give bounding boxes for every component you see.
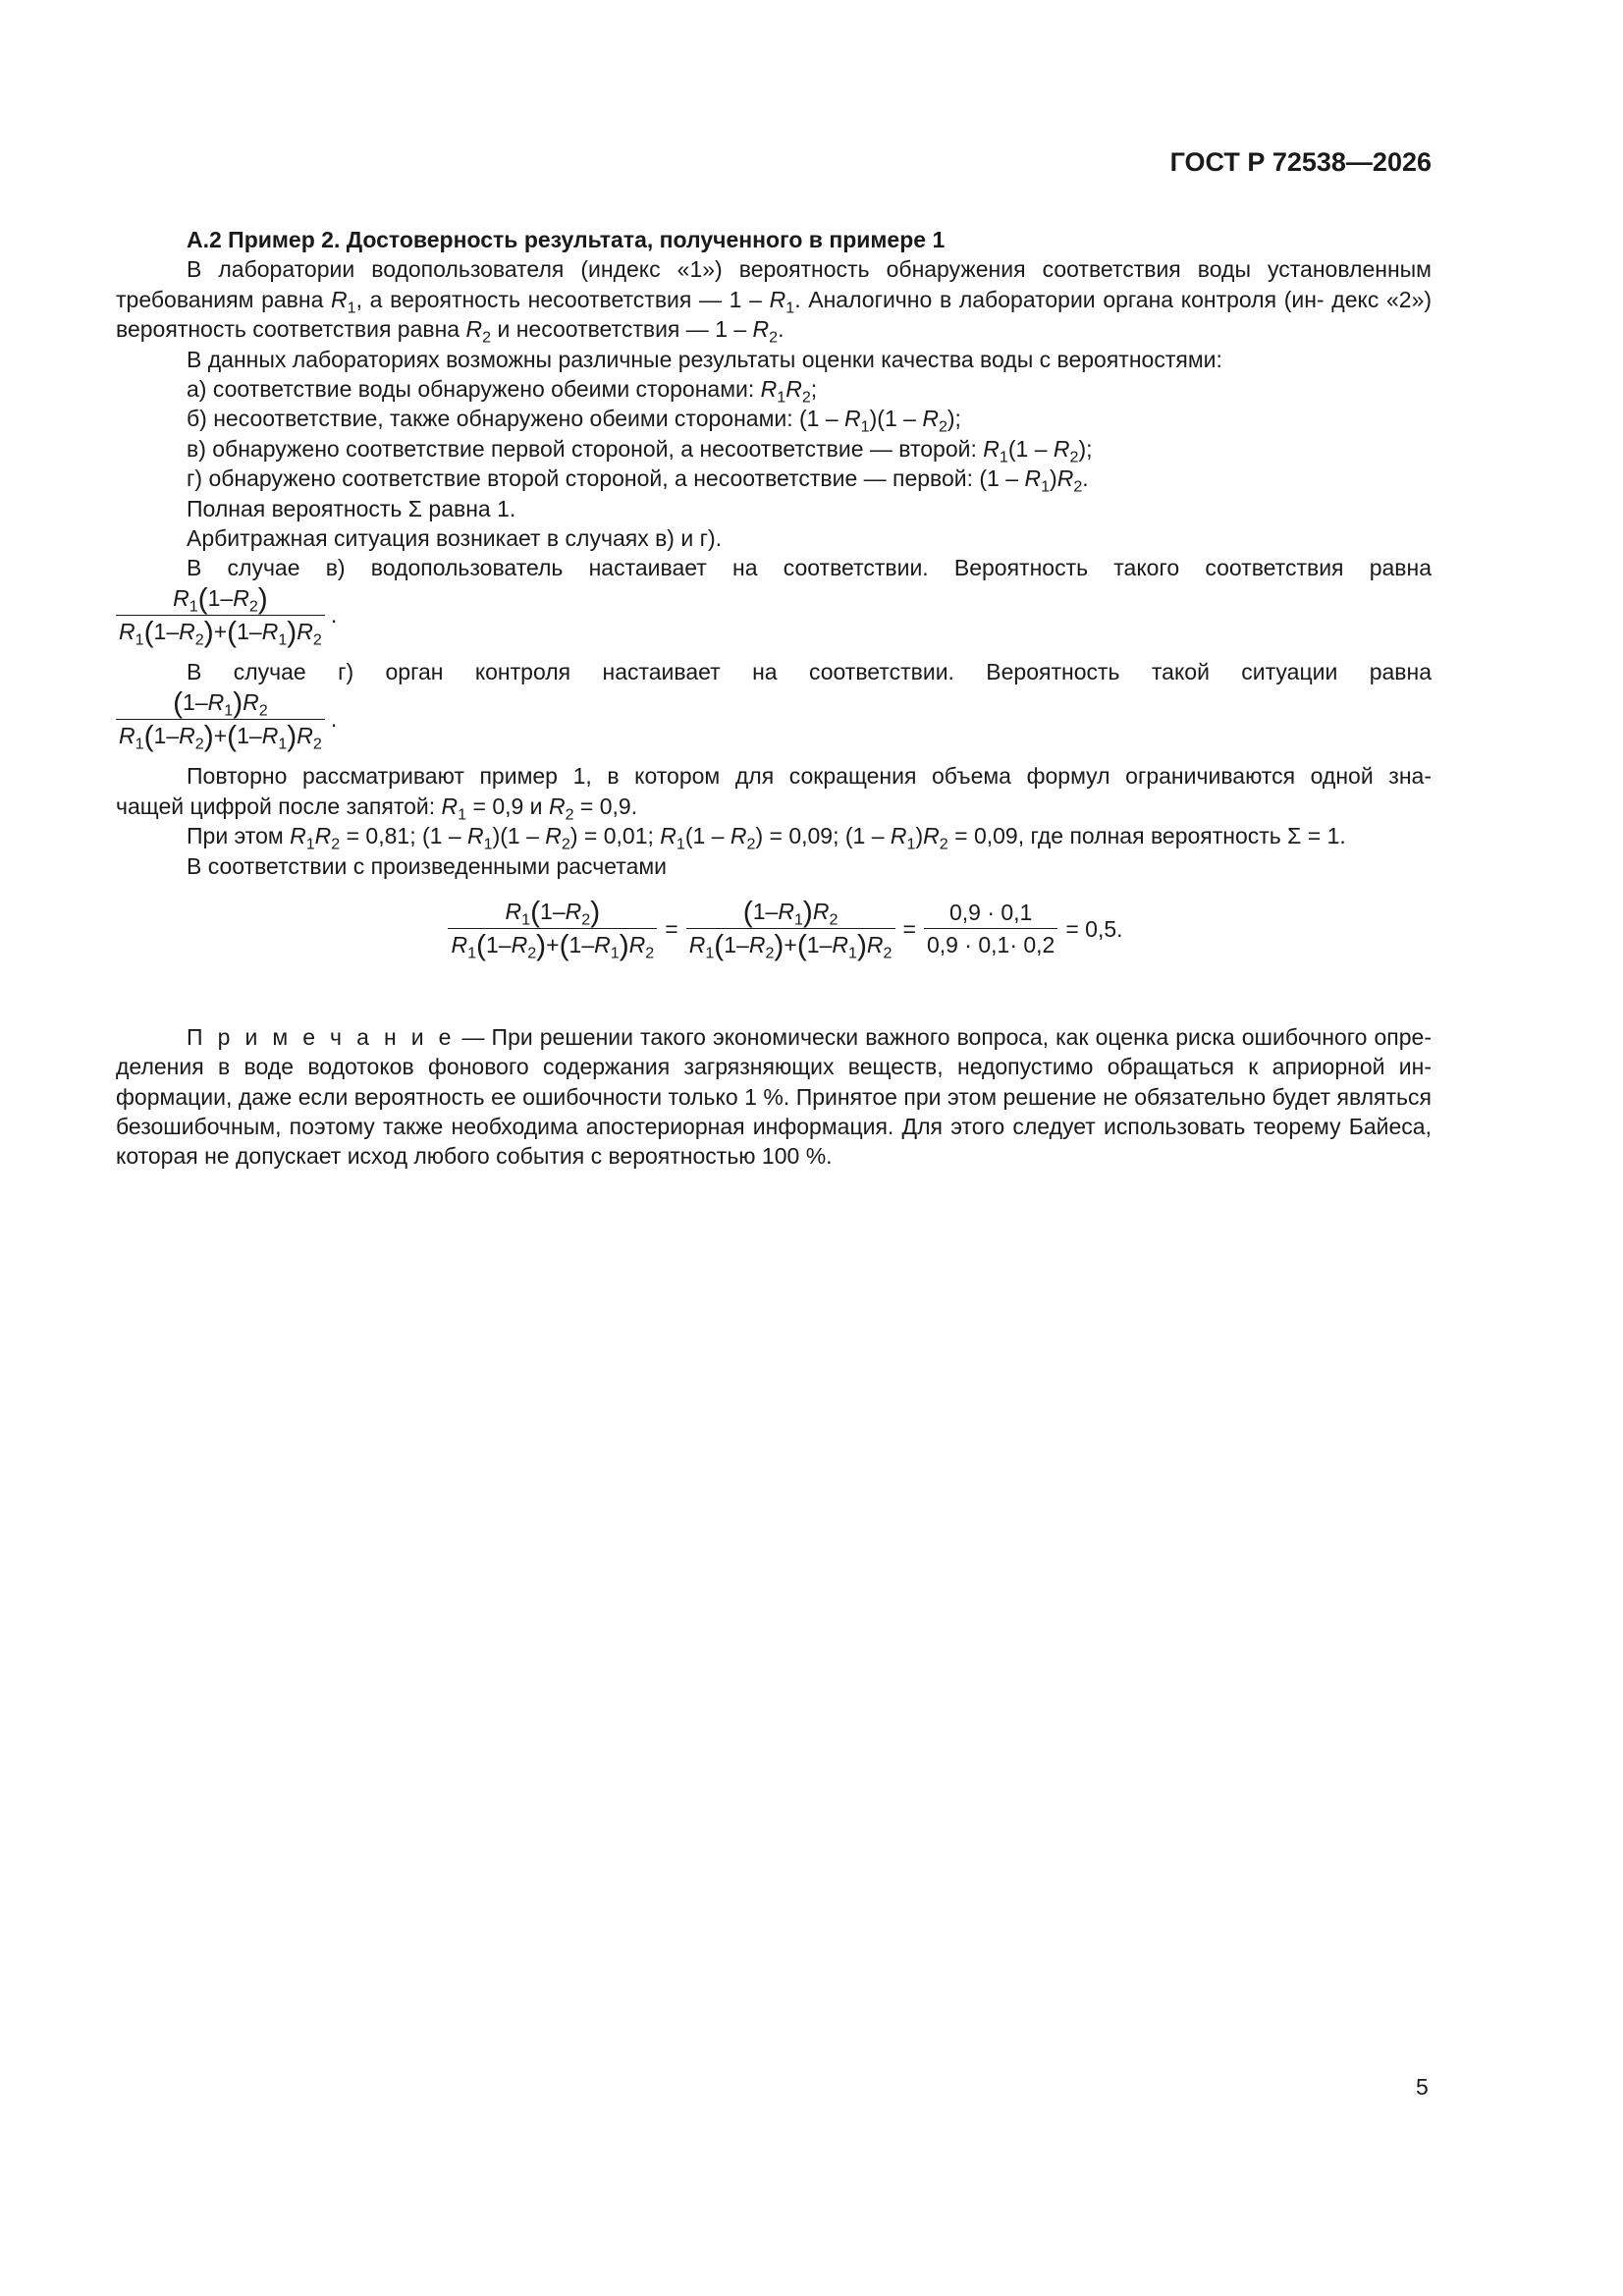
text: (1 – <box>1007 435 1054 462</box>
symbol-r: R <box>752 316 770 343</box>
text: = 0,9 и <box>466 793 549 819</box>
text: а) соответствие воды обнаружено обеими сторонами: <box>187 376 761 403</box>
paragraph-values: При этом $R_1R_2 = 0,81$; $(1 - R_1)(1 - R_2) = 0,01$; $R_1(1 - R_2) = 0,09$; $(1 - R_1)R_2 = 0,09$, где полная вероятность Σ = 1. <box>187 823 1346 853</box>
subscript: 2 <box>1069 448 1079 466</box>
paragraph-case-g: В случае г) орган контроля настаивает на соответствии. Вероятность такой ситуации равна <box>187 659 1432 685</box>
text: г) обнаружено соответствие второй стороной, а несоответствие — первой: (1 – <box>187 465 1025 492</box>
paragraph-case-v: В случае в) водопользователь настаивает на соответствии. Вероятность такого соответствия равна <box>187 555 1432 581</box>
text: В лаборатории водопользователя (индекс «1») вероятность обнаружения соответствия воды установленным требованиям равна <box>116 256 1432 312</box>
note <box>116 1022 1432 1172</box>
note-text: — При решении такого экономически важного вопроса, как оценка риска ошибочного опре-деления в воде водотоков фонового содержания загрязняющих веществ, недопустимо обращаться к априорной ин-формации, даже если вероятность ее ошибочности только 1 %. Принятое при этом решение не обязательно будет являться безошибочным, поэтому также необходима апостериорная информация. Для этого следует использовать теорему Байеса, которая не допускает исход любого события с вероятностью 100 %. <box>116 1023 1432 1170</box>
list-item-a <box>116 374 1432 407</box>
paragraph-repeat-line1: Повторно рассматривают пример 1, в котором для сокращения объема формул ограничиваются одной зна- <box>187 763 1432 790</box>
formula-case-v <box>116 583 1432 648</box>
subscript: 2 <box>938 418 947 437</box>
symbol-r: R <box>1053 435 1070 462</box>
list-item-b <box>116 404 1432 437</box>
paragraph-total-probability: Полная вероятность Σ равна 1. <box>187 495 516 521</box>
symbol-r: R <box>769 286 786 312</box>
list-item-d <box>116 464 1432 496</box>
subscript: 1 <box>785 299 795 317</box>
formula-case-g <box>116 687 1432 752</box>
page-number: 5 <box>1416 2074 1429 2100</box>
period: . <box>330 602 338 629</box>
text: ) <box>1050 465 1057 492</box>
section-title: А.2 Пример 2. Достоверность результата, полученного в примере 1 <box>187 227 946 252</box>
symbol-r: R <box>465 316 483 343</box>
fraction-numerator: $R_1(1-R_2)$ <box>173 582 268 616</box>
fraction-denominator: 0,9 · 0,1· 0,2 <box>924 928 1057 959</box>
paragraph-arbitration: Арбитражная ситуация возникает в случаях в) и г). <box>187 525 723 552</box>
fraction-3 <box>924 898 1057 960</box>
period: . <box>330 706 338 733</box>
paragraph-probabilities <box>116 254 1433 347</box>
subscript: 1 <box>347 299 356 317</box>
paragraph-calculations: В соответствии с произведенными расчетами <box>187 852 668 879</box>
symbol-r: R <box>1024 465 1042 492</box>
equals-sign: = <box>902 915 916 942</box>
symbol-r: R <box>548 793 566 819</box>
text: чащей цифрой после запятой: <box>116 793 442 819</box>
symbol-r: R <box>922 406 939 432</box>
fraction-denominator: $R_1(1-R_2)+(1-R_1)R_2$ <box>116 615 325 647</box>
paragraph-repeat-line2 <box>116 792 1432 824</box>
text: ; <box>810 376 818 403</box>
equals-sign: = <box>665 915 678 942</box>
text: декс «2») вероятность соответствия равна <box>116 286 1433 343</box>
paragraph-results: В данных лабораториях возможны различные результаты оценки качества воды с вероятностями: <box>187 346 1222 372</box>
list-item-c <box>116 434 1432 464</box>
subscript: 2 <box>801 388 811 407</box>
subscript: 1 <box>860 418 870 437</box>
text: и несоответствия — 1 – <box>491 316 753 343</box>
fraction <box>116 583 325 648</box>
text: в) обнаружено соответствие первой стороной, а несоответствие — второй: <box>187 435 984 462</box>
document-body <box>116 225 1432 1172</box>
text: . Аналогично в лаборатории органа контроля (ин- <box>794 286 1325 312</box>
subscript: 1 <box>999 448 1008 466</box>
symbol-r: R <box>983 435 1000 462</box>
subscript: 1 <box>777 388 786 407</box>
subscript: 2 <box>1073 477 1083 496</box>
fraction-denominator: $R_1(1-R_2)+(1-R_1)R_2$ <box>448 928 657 960</box>
symbol-r: R <box>760 376 778 403</box>
symbol-r: R <box>1056 465 1074 492</box>
text: ); <box>947 406 961 432</box>
fraction-numerator: $(1-R_1)R_2$ <box>742 896 839 929</box>
result: = 0,5. <box>1065 915 1123 942</box>
subscript: 2 <box>565 805 574 824</box>
fraction-denominator: $R_1(1-R_2)+(1-R_1)R_2$ <box>116 719 325 751</box>
text: = 0,9. <box>573 793 638 819</box>
symbol-r: R <box>441 793 459 819</box>
text: ); <box>1078 435 1093 462</box>
symbol-r: R <box>331 286 348 312</box>
formula-final <box>139 881 1432 977</box>
note-label: П р и м е ч а н и е <box>187 1023 456 1050</box>
document-code: ГОСТ Р 72538—2026 <box>1169 147 1432 177</box>
subscript: 1 <box>1041 477 1051 496</box>
fraction-numerator: 0,9 · 0,1 <box>948 899 1033 925</box>
text: . <box>778 316 784 343</box>
fraction-denominator: $R_1(1-R_2)+(1-R_1)R_2$ <box>686 928 895 960</box>
subscript: 2 <box>482 328 492 347</box>
fraction-numerator: $R_1(1-R_2)$ <box>505 896 601 929</box>
fraction-numerator: $(1-R_1)R_2$ <box>173 686 268 720</box>
text: б) несоответствие, также обнаружено обеими сторонами: (1 – <box>187 406 845 432</box>
fraction-2 <box>686 897 895 961</box>
text: . <box>1082 465 1089 492</box>
subscript: 1 <box>458 805 467 824</box>
symbol-r: R <box>844 406 861 432</box>
fraction-1 <box>448 897 657 961</box>
subscript: 2 <box>769 328 779 347</box>
symbol-r: R <box>785 376 802 403</box>
text: )(1 – <box>869 406 923 432</box>
text: , а вероятность несоответствия — 1 – <box>355 286 770 312</box>
fraction <box>116 687 325 752</box>
